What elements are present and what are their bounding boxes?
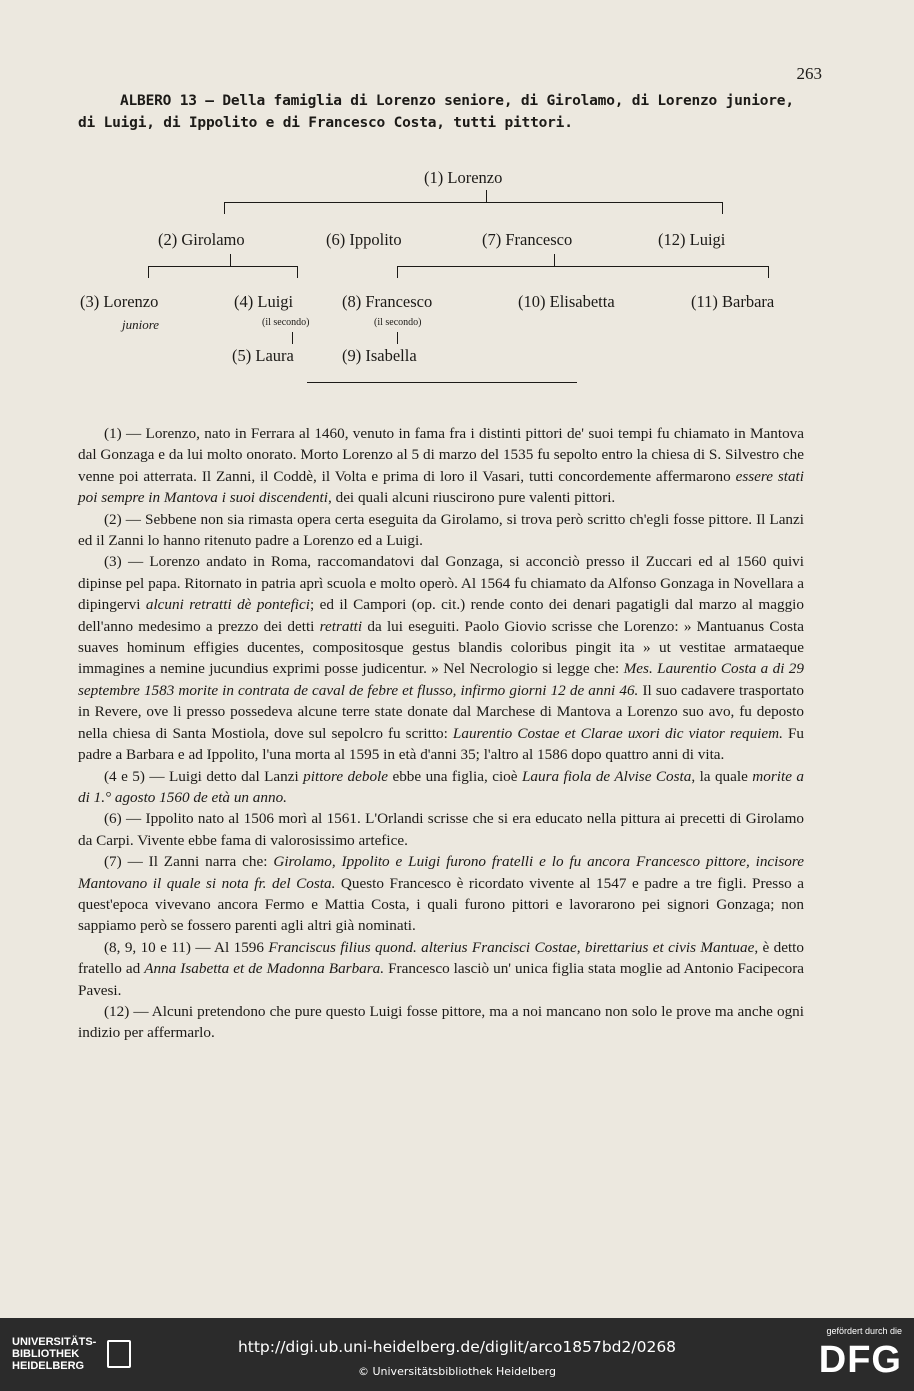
note-2: (2) — Sebbene non sia rimasta opera certa eseguita da Girolamo, si trova però scritto ch'egli fosse pittore. Il Lanzi ed il Zanni lo hanno ritenuto padre a Lorenzo ed a Luigi. bbox=[78, 510, 804, 550]
dfg-logo[interactable]: DFG bbox=[818, 1339, 902, 1381]
tree-connector bbox=[230, 254, 231, 266]
tree-node-ippolito: (6) Ippolito bbox=[326, 230, 402, 249]
tree-connector bbox=[297, 266, 298, 278]
copyright-text: © Universitätsbibliothek Heidelberg bbox=[357, 1365, 556, 1378]
tree-node-barbara: (11) Barbara bbox=[691, 292, 775, 311]
note-1: (1) — Lorenzo, nato in Ferrara al 1460, venuto in fama fra i distinti pittori de' suoi tempi fu chiamato in Mantova dal Gonzaga e da lui molto onorato. Morto Lorenzo al 5 di marzo del 1535 fu sepolto entro la chiesa di S. Silvestro che venne poi atterrata. Il Zanni, il Coddè, il Volta e prima di loro il Vasari, tutti concordemente affermarono essere stati poi sempre in Mantova i suoi discendenti, dei quali alcuni riuscirono pure valenti pittori. bbox=[78, 425, 805, 507]
tree-node-isabella: (9) Isabella bbox=[342, 346, 417, 365]
tree-connector bbox=[224, 202, 225, 214]
tree-note-juniore: juniore bbox=[122, 317, 160, 332]
tree-node-francesco-secondo: (8) Francesco bbox=[342, 292, 433, 311]
note-6: (6) — Ippolito nato al 1506 morì al 1561. L'Orlandi scrisse che si era educato nella pittura ai precetti di Girolamo da Carpi. Vivente ebbe fama di valorosissimo artefice. bbox=[78, 810, 804, 849]
tree-node-lorenzo-juniore: (3) Lorenzo bbox=[80, 292, 159, 311]
permalink[interactable]: http://digi.ub.uni-heidelberg.de/diglit/arco1857bd2/0268 bbox=[237, 1338, 677, 1356]
tree-connector bbox=[768, 266, 769, 278]
tree-node-girolamo: (2) Girolamo bbox=[158, 230, 245, 249]
tree-node-root: (1) Lorenzo bbox=[424, 168, 503, 187]
tree-connector bbox=[148, 266, 298, 267]
tree-connector bbox=[397, 266, 769, 267]
notes-body bbox=[78, 423, 804, 1044]
tree-connector bbox=[397, 266, 398, 278]
tree-note-il-secondo: (il secondo) bbox=[262, 317, 310, 328]
section-rule bbox=[307, 382, 577, 383]
tree-note-il-secondo: (il secondo) bbox=[374, 317, 422, 328]
note-4-5: (4 e 5) — Luigi detto dal Lanzi pittore debole ebbe una figlia, cioè Laura fiola de Alvise Costa, la quale morite a di 1.° agosto 1560 de età un anno. bbox=[78, 767, 804, 806]
page-title: ALBERO 13 — Della famiglia di Lorenzo seniore, di Girolamo, di Lorenzo juniore, di Luigi, di Ippolito e di Francesco Costa, tutti pittori. bbox=[78, 93, 794, 131]
tree-node-laura: (5) Laura bbox=[232, 346, 294, 365]
tree-connector bbox=[486, 190, 487, 202]
tree-node-luigi-secondo: (4) Luigi bbox=[234, 292, 294, 311]
tree-node-elisabetta: (10) Elisabetta bbox=[518, 292, 615, 311]
note-3: (3) — Lorenzo andato in Roma, raccomandatovi dal Gonzaga, si acconciò presso il Zuccari ed al 1560 quivi dipinse pel papa. Ritornato in patria aprì scuola e molto operò. Al 1564 fu chiamato da Alfonso Gonzaga in Novellara a dipingervi alcuni retratti dè pontefici; ed il Campori (op. cit.) rende conto dei denari pagatigli dal marzo al maggio dell'anno medesimo a prezzo dei detti retratti da lui eseguiti. Paolo Giovio scrisse che Lorenzo: » Mantuanus Costa suaves hominum effigies ducentes, compositosque gestus blandis coloribus pingit ita » ut vestitae armataeque immagines a nemine jucundius exprimi posse judicentur. » Nel Necrologio si legge che: Mes. Laurentio Costa a di 29 septembre 1583 morite in contrata de caval de febre et flusso, infirmo giorni 12 de anni 46. Il suo cadavere trasportato in Revere, ove li presso possedeva alcune terre state donate dal Marchese di Mantova a Lorenzo suo avo, fu deposto nella chiesa di Santa Mostiola, dove sul sepolcro fu scritto: Laurentio Costae et Clarae uxori dic viator requiem. Fu padre a Barbara e ad Ippolito, l'una morta al 1595 in età d'anni 35; l'altro al 1586 dopo quattro anni di vita. bbox=[78, 553, 805, 764]
tree-connector bbox=[292, 332, 293, 344]
note-12: (12) — Alcuni pretendono che pure questo Luigi fosse pittore, ma a noi mancano non solo le prove ma anche ogni indizio per affermarlo. bbox=[78, 1002, 804, 1042]
footer-bar bbox=[0, 1318, 914, 1391]
library-name-line: UNIVERSITÄTS- bbox=[12, 1336, 97, 1348]
note-7: (7) — Il Zanni narra che: Girolamo, Ippolito e Luigi furono fratelli e lo fu ancora Francesco pittore, incisore Mantovano il quale si nota fr. del Costa. Questo Francesco è ricordato vivente al 1547 e padre a tre figli. Presso a quest'epoca vivevano ancora Fermo e Mattia Costa, i quali furono pittori e lavorarono pei signori Gonzaga; non sappiamo però se fossero parenti agli altri già nominati. bbox=[78, 853, 804, 935]
tree-connector bbox=[148, 266, 149, 278]
tree-node-luigi: (12) Luigi bbox=[658, 230, 726, 249]
tree-connector bbox=[722, 202, 723, 214]
library-name-line: HEIDELBERG bbox=[12, 1360, 85, 1372]
tree-connector bbox=[224, 202, 723, 203]
page-number: 263 bbox=[796, 64, 822, 83]
tree-node-francesco: (7) Francesco bbox=[482, 230, 573, 249]
tree-connector bbox=[554, 254, 555, 266]
funding-note: gefördert durch die bbox=[826, 1326, 902, 1336]
tree-connector bbox=[397, 332, 398, 344]
library-name-line: BIBLIOTHEK bbox=[12, 1348, 80, 1360]
note-8-11: (8, 9, 10 e 11) — Al 1596 Franciscus filius quond. alterius Francisci Costae, birettarius et civis Mantuae, è detto fratello ad Anna Isabetta et de Madonna Barbara. Francesco lasciò un' unica figlia stata moglie ad Antonio Facipecora Pavesi. bbox=[78, 938, 804, 999]
family-tree bbox=[0, 160, 914, 400]
